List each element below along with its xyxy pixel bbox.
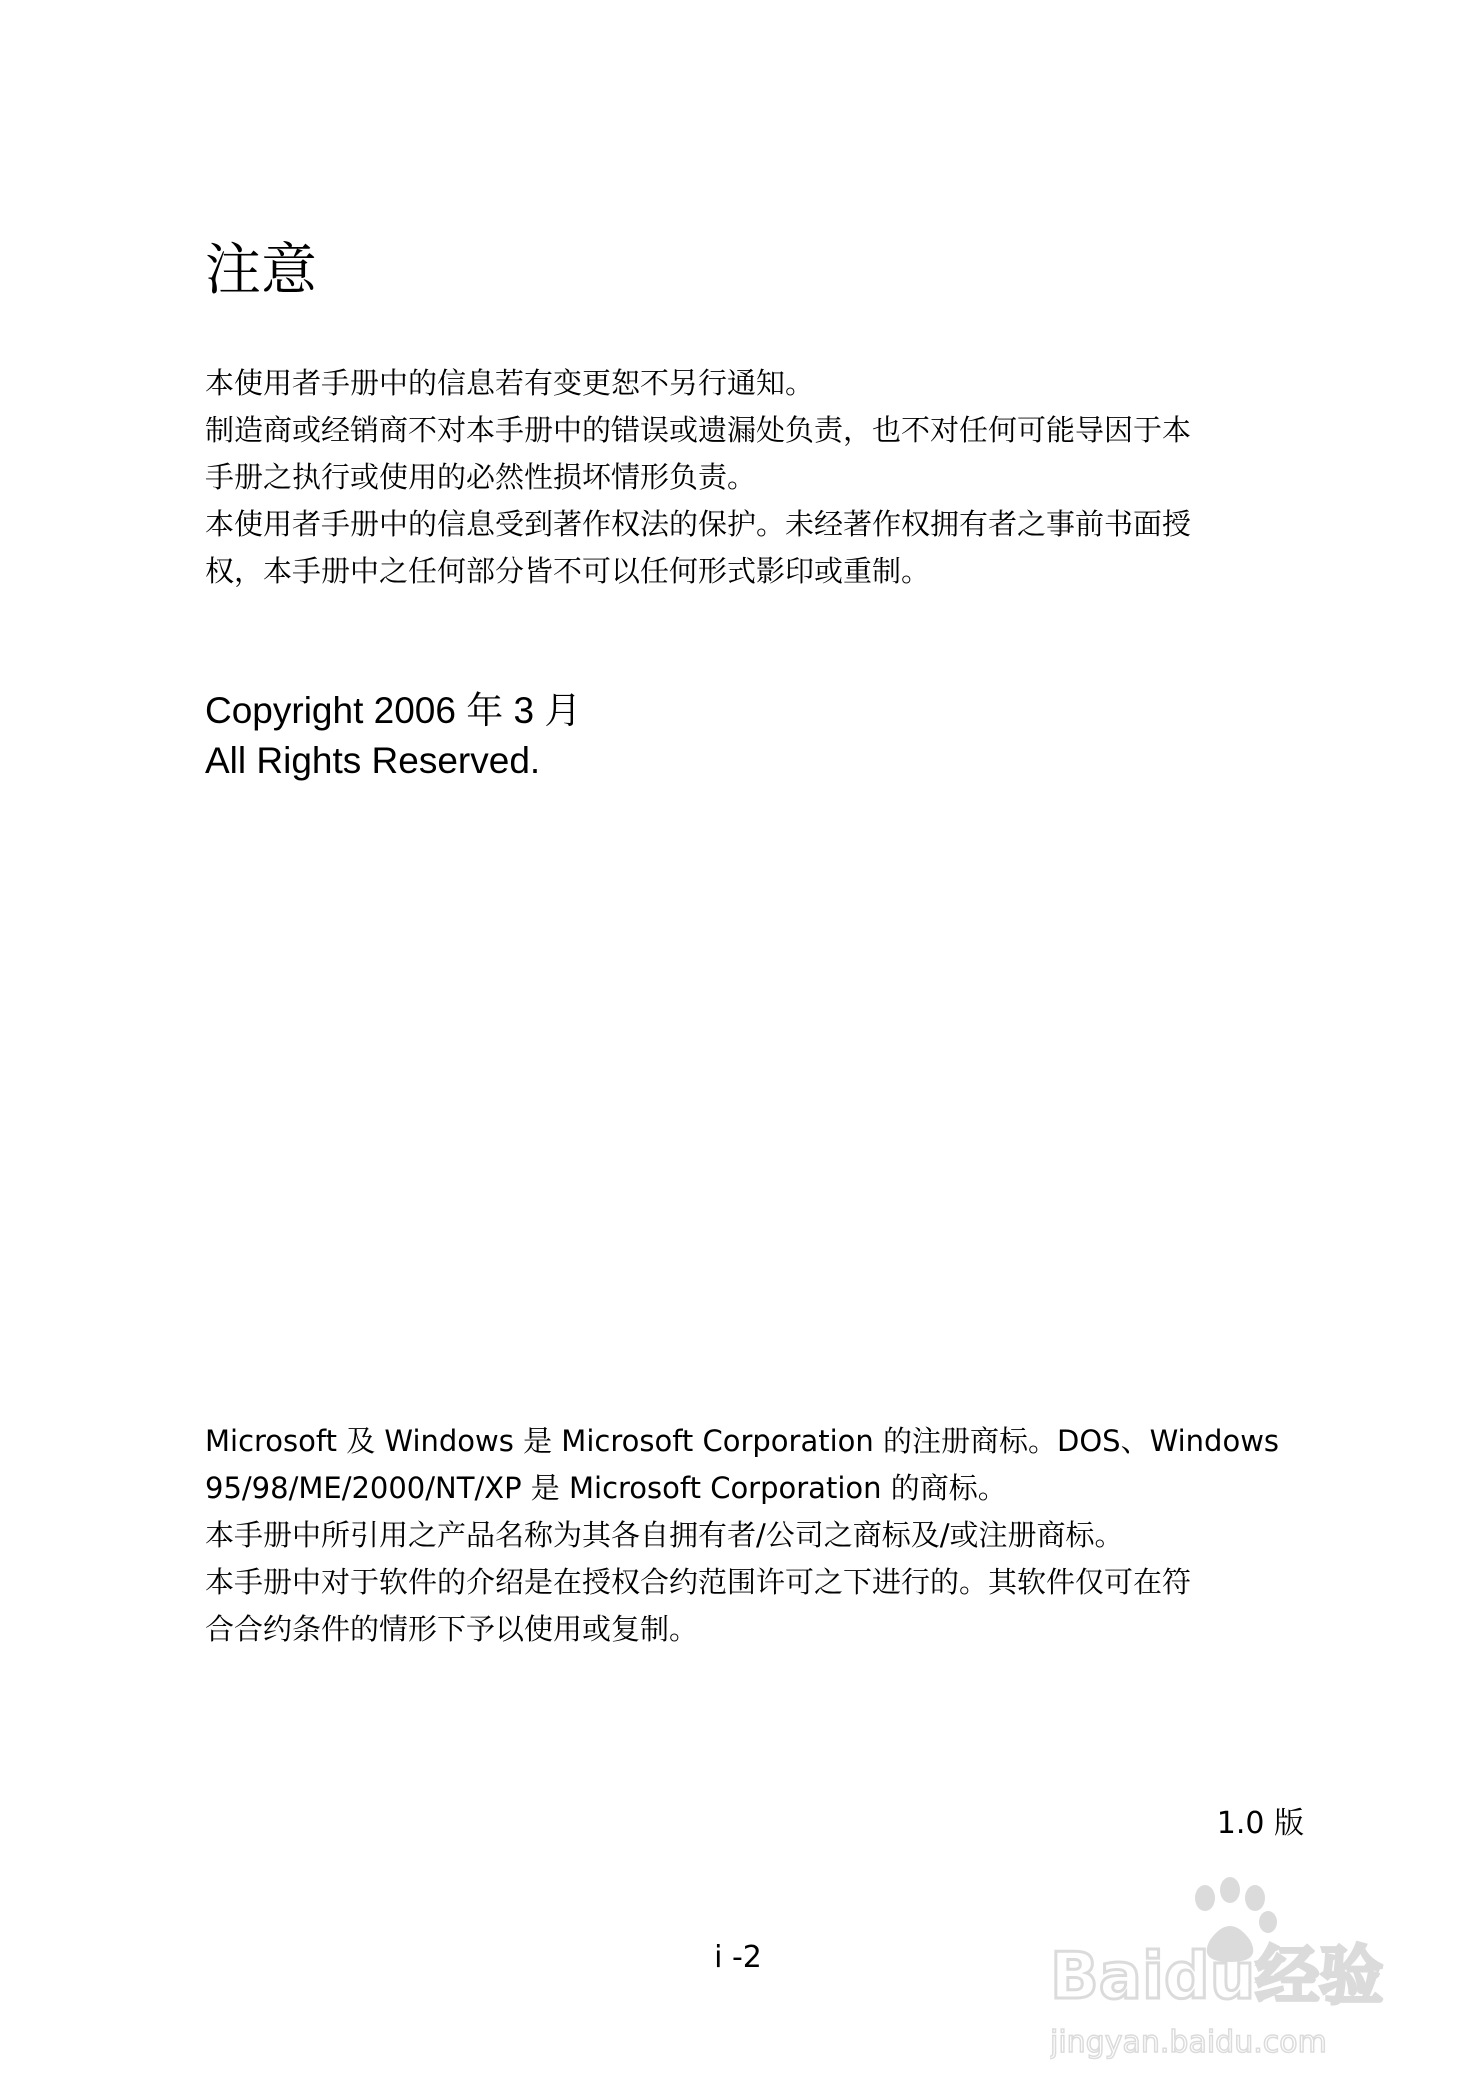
trademarks-section: [205, 1418, 1305, 1653]
watermark-url: jingyan.baidu.com: [1050, 2025, 1327, 2060]
baidu-watermark: [1050, 1870, 1390, 2070]
notice-line: 本使用者手册中的信息若有变更恕不另行通知。: [205, 366, 815, 400]
trademark-line: 本手册中对于软件的介绍是在授权合约范围许可之下进行的。其软件仅可在符: [205, 1565, 1192, 1599]
trademark-line: 合合约条件的情形下予以使用或复制。: [205, 1612, 699, 1646]
page-title: 注意: [205, 238, 317, 303]
notice-line: 制造商或经销商不对本手册中的错误或遗漏处负责，也不对任何可能导因于本: [205, 413, 1192, 447]
watermark-brand: Baidu经验: [1050, 1940, 1384, 2014]
trademark-line: 95/98/ME/2000/NT/XP 是 Microsoft Corporation 的商标。: [205, 1471, 1007, 1505]
trademark-line: Microsoft 及 Windows 是 Microsoft Corporation 的注册商标。DOS、Windows: [205, 1424, 1280, 1458]
rights-reserved: All Rights Reserved.: [205, 740, 541, 781]
copyright-section: [205, 686, 581, 786]
trademark-line: 本手册中所引用之产品名称为其各自拥有者/公司之商标及/或注册商标。: [205, 1518, 1124, 1552]
notice-line: 手册之执行或使用的必然性损坏情形负责。: [205, 460, 757, 494]
notice-section: [205, 360, 1305, 595]
notice-line: 权，本手册中之任何部分皆不可以任何形式影印或重制。: [205, 554, 931, 588]
page-number: i -2: [714, 1940, 762, 1975]
copyright-date: Copyright 2006 年 3 月: [205, 690, 582, 731]
paw-icon: [1050, 1870, 1390, 2070]
version-label: 1.0 版: [1216, 1806, 1304, 1841]
notice-line: 本使用者手册中的信息受到著作权法的保护。未经著作权拥有者之事前书面授: [205, 507, 1192, 541]
